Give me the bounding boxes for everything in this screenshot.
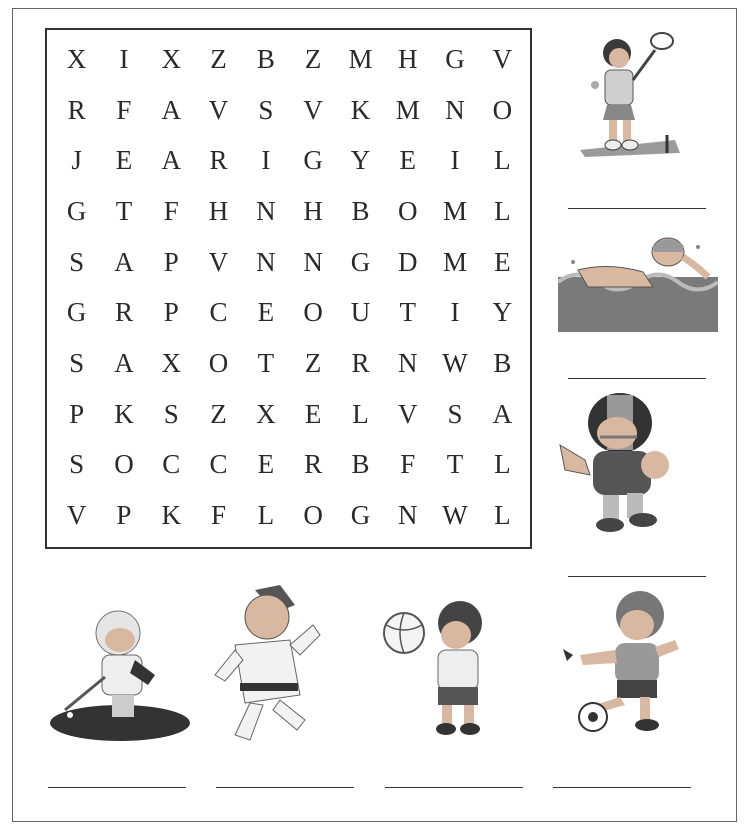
grid-letter[interactable]: T [446,449,464,480]
grid-letter[interactable]: M [443,195,468,226]
grid-letter[interactable]: G [303,145,323,176]
grid-letter[interactable]: P [69,398,85,429]
grid-letter[interactable]: H [397,43,418,74]
grid-letter[interactable]: Y [492,297,513,328]
grid-letter[interactable]: M [395,94,420,125]
answer-line[interactable] [568,208,706,209]
grid-letter[interactable]: C [209,297,228,328]
grid-letter[interactable]: V [492,43,513,74]
answer-line[interactable] [48,787,186,788]
grid-letter[interactable]: O [397,195,418,226]
grid-letter[interactable]: E [115,145,133,176]
grid-letter[interactable]: X [66,43,87,74]
grid-letter[interactable]: N [303,246,323,277]
grid-letter[interactable]: C [209,449,228,480]
grid-letter[interactable]: E [399,145,416,176]
grid-letter[interactable]: G [66,195,87,226]
grid-letter[interactable]: T [257,348,275,379]
grid-letter[interactable]: J [71,145,82,176]
grid-letter[interactable]: A [161,145,181,176]
grid-letter[interactable]: E [257,297,275,328]
grid-letter[interactable]: S [69,246,85,277]
grid-letter[interactable]: I [119,43,129,74]
grid-letter[interactable]: T [115,195,133,226]
grid-letter[interactable]: V [66,500,87,531]
grid-letter[interactable]: X [161,348,181,379]
grid-letter[interactable]: G [350,246,371,277]
answer-line[interactable] [568,576,706,577]
grid-letter[interactable]: E [494,246,511,277]
grid-letter[interactable]: U [350,297,371,328]
grid-letter[interactable]: N [256,246,276,277]
grid-letter[interactable]: B [256,43,275,74]
football-player-icon [555,385,690,535]
grid-letter[interactable]: Y [350,145,371,176]
grid-letter[interactable]: F [211,500,227,531]
grid-letter[interactable]: Z [304,43,322,74]
grid-letter[interactable]: P [116,500,132,531]
grid-letter[interactable]: T [399,297,416,328]
grid-letter[interactable]: L [494,145,511,176]
volleyball-player-icon [380,595,490,740]
grid-letter[interactable]: A [114,246,134,277]
grid-letter[interactable]: I [261,145,271,176]
grid-letter[interactable]: Z [210,43,227,74]
grid-letter[interactable]: O [303,500,323,531]
grid-letter[interactable]: A [492,398,513,429]
grid-letter[interactable]: V [208,94,229,125]
grid-letter[interactable]: M [348,43,373,74]
grid-letter[interactable]: E [257,449,275,480]
grid-letter[interactable]: L [257,500,275,531]
grid-letter[interactable]: B [351,449,370,480]
grid-letter[interactable]: S [69,449,85,480]
grid-letter[interactable]: K [350,94,371,125]
grid-letter[interactable]: M [443,246,468,277]
grid-letter[interactable]: F [400,449,416,480]
golfer-icon [50,605,190,750]
karate-kid-icon [205,585,325,750]
grid-letter[interactable]: V [303,94,323,125]
grid-letter[interactable]: N [256,195,276,226]
answer-line[interactable] [568,378,706,379]
grid-letter[interactable]: B [493,348,512,379]
grid-letter[interactable]: S [69,348,85,379]
grid-letter[interactable]: A [114,348,134,379]
grid-letter[interactable]: N [445,94,465,125]
swimmer-icon [558,232,718,332]
grid-letter[interactable]: O [208,348,229,379]
grid-letter[interactable]: G [445,43,465,74]
grid-letter[interactable]: A [161,94,181,125]
word-search-grid [45,28,532,549]
grid-letter[interactable]: F [116,94,132,125]
grid-letter[interactable]: L [494,195,511,226]
grid-letter[interactable]: F [163,195,179,226]
grid-letter[interactable]: P [163,246,179,277]
grid-letter[interactable]: R [67,94,86,125]
grid-letter[interactable]: R [114,297,133,328]
tennis-player-icon [575,25,685,160]
grid-letter[interactable]: I [450,145,460,176]
grid-letter[interactable]: V [397,398,418,429]
grid-letter[interactable]: S [258,94,274,125]
grid-letter[interactable]: O [114,449,134,480]
grid-letter[interactable]: K [114,398,134,429]
grid-letter[interactable]: Z [304,348,322,379]
grid-letter[interactable]: B [351,195,370,226]
grid-letter[interactable]: R [209,145,228,176]
answer-line[interactable] [216,787,354,788]
grid-letter[interactable]: C [162,449,181,480]
grid-letter[interactable]: I [450,297,460,328]
grid-letter[interactable]: H [303,195,323,226]
grid-letter[interactable]: V [208,246,229,277]
grid-letter[interactable]: R [351,348,370,379]
grid-letter[interactable]: O [492,94,513,125]
grid-letter[interactable]: W [442,348,468,379]
grid-letter[interactable]: E [304,398,322,429]
grid-letter[interactable]: W [442,500,468,531]
grid-letter[interactable]: D [397,246,418,277]
grid-letter[interactable]: L [494,500,511,531]
grid-letter[interactable]: L [352,398,369,429]
grid-letter[interactable]: G [66,297,87,328]
grid-letter[interactable]: Z [210,398,227,429]
grid-letter[interactable]: X [161,43,181,74]
grid-letter[interactable]: O [303,297,323,328]
grid-letter[interactable]: N [397,348,418,379]
grid-letter[interactable]: G [350,500,371,531]
grid-letter[interactable]: S [447,398,463,429]
grid-letter[interactable]: N [397,500,418,531]
grid-letter[interactable]: X [256,398,276,429]
answer-line[interactable] [553,787,691,788]
grid-letter[interactable]: L [494,449,511,480]
grid-letter[interactable]: P [163,297,179,328]
answer-line[interactable] [385,787,523,788]
grid-letter[interactable]: H [208,195,229,226]
soccer-player-icon [555,585,685,735]
grid-letter[interactable]: K [161,500,181,531]
grid-letter[interactable]: S [163,398,179,429]
grid-letter[interactable]: R [304,449,323,480]
